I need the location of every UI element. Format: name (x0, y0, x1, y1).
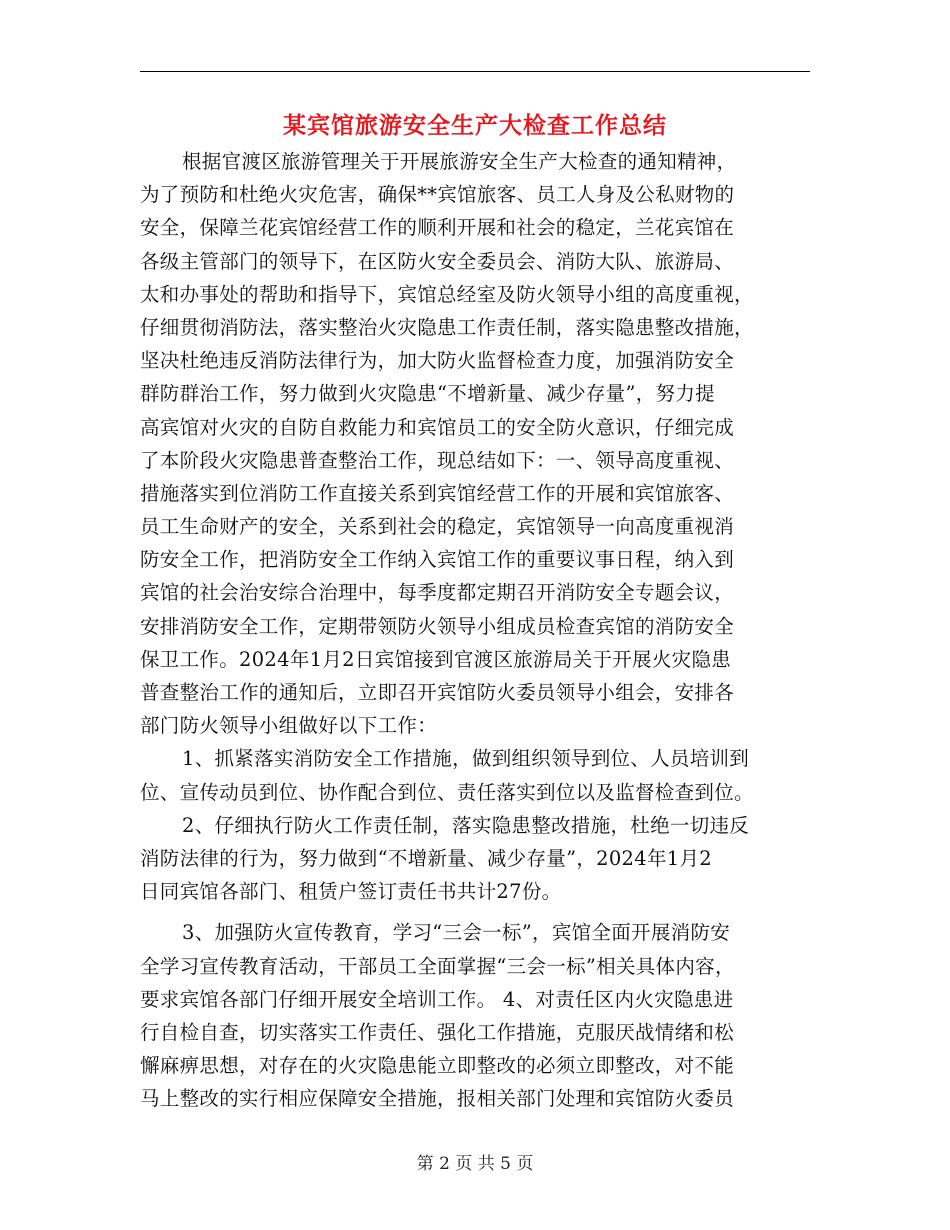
text-line: 2、仔细执行防火工作责任制，落实隐患整改措施，杜绝一切违反 (182, 813, 750, 837)
text-line: 懈麻痹思想，对存在的火灾隐患能立即整改的必须立即整改，对不能 (140, 1054, 735, 1078)
text-line: 防安全工作，把消防安全工作纳入宾馆工作的重要议事日程，纳入到 (140, 548, 735, 572)
text-line: 安排消防安全工作，定期带领防火领导小组成员检查宾馆的消防安全 (140, 614, 735, 638)
text-line: 措施落实到位消防工作直接关系到宾馆经营工作的开展和宾馆旅客、 (140, 481, 735, 505)
text-line: 保卫工作。2024年1月2日宾馆接到官渡区旅游局关于开展火灾隐患 (140, 647, 732, 671)
text-line: 位、宣传动员到位、协作配合到位、责任落实到位以及监督检查到位。 (140, 780, 754, 804)
text-line: 各级主管部门的领导下，在区防火安全委员会、消防大队、旅游局、 (140, 249, 735, 273)
paragraph-3 (140, 809, 820, 909)
text-line: 行自检自查，切实落实工作责任、强化工作措施，克服厌战情绪和松 (140, 1020, 735, 1044)
text-line: 坚决杜绝违反消防法律行为，加大防火监督检查力度，加强消防安全 (140, 349, 735, 373)
text-line: 普查整治工作的通知后，立即召开宾馆防火委员领导小组会，安排各 (140, 681, 735, 704)
text-line: 安全，保障兰花宾馆经营工作的顺利开展和社会的稳定，兰花宾馆在 (140, 216, 735, 240)
text-line: 全学习宣传教育活动，干部员工全面掌握“三会一标”相关具体内容， (140, 954, 735, 978)
text-line: 根据官渡区旅游管理关于开展旅游安全生产大检查的通知精神， (182, 150, 737, 173)
paragraph-2 (140, 742, 820, 808)
document-title: 某宾馆旅游安全生产大检查工作总结 (283, 112, 667, 139)
text-line: 太和办事处的帮助和指导下，宾馆总经室及防火领导小组的高度重视， (140, 282, 754, 306)
paragraph-4 (140, 916, 820, 1115)
document-body (140, 145, 820, 1115)
text-line: 宾馆的社会治安综合治理中，每季度都定期召开消防安全专题会议， (140, 581, 735, 605)
text-line: 高宾馆对火灾的自防自救能力和宾馆员工的安全防火意识，仔细完成 (140, 415, 735, 439)
text-line: 要求宾馆各部门仔细开展安全培训工作。 4、对责任区内火灾隐患进 (140, 987, 734, 1011)
text-line: 了本阶段火灾隐患普查整治工作，现总结如下：一、领导高度重视、 (140, 448, 735, 472)
text-line: 群防群治工作，努力做到火灾隐患“不增新量、减少存量”，努力提 (140, 382, 715, 406)
text-line: 1、抓紧落实消防安全工作措施，做到组织领导到位、人员培训到 (182, 747, 750, 771)
page-number-footer: 第 2 页 共 5 页 (416, 1154, 534, 1174)
text-line: 仔细贯彻消防法，落实整治火灾隐患工作责任制，落实隐患整改措施， (140, 315, 754, 339)
text-line: 部门防火领导小组做好以下工作： (140, 714, 438, 738)
paragraph-gap (140, 908, 820, 916)
text-line: 员工生命财产的安全，关系到社会的稳定，宾馆领导一向高度重视消 (140, 515, 735, 539)
text-line: 马上整改的实行相应保障安全措施，报相关部门处理和宾馆防火委员 (140, 1087, 735, 1111)
text-line: 3、加强防火宣传教育，学习“三会一标”，宾馆全面开展消防安 (182, 921, 731, 945)
paragraph-1 (140, 145, 820, 742)
text-line: 消防法律的行为，努力做到“不增新量、减少存量”，2024年1月2 (140, 846, 712, 870)
text-line: 日同宾馆各部门、租赁户签订责任书共计27份。 (140, 880, 562, 904)
header-rule (140, 71, 810, 72)
text-line: 为了预防和杜绝火灾危害，确保**宾馆旅客、员工人身及公私财物的 (140, 183, 735, 207)
